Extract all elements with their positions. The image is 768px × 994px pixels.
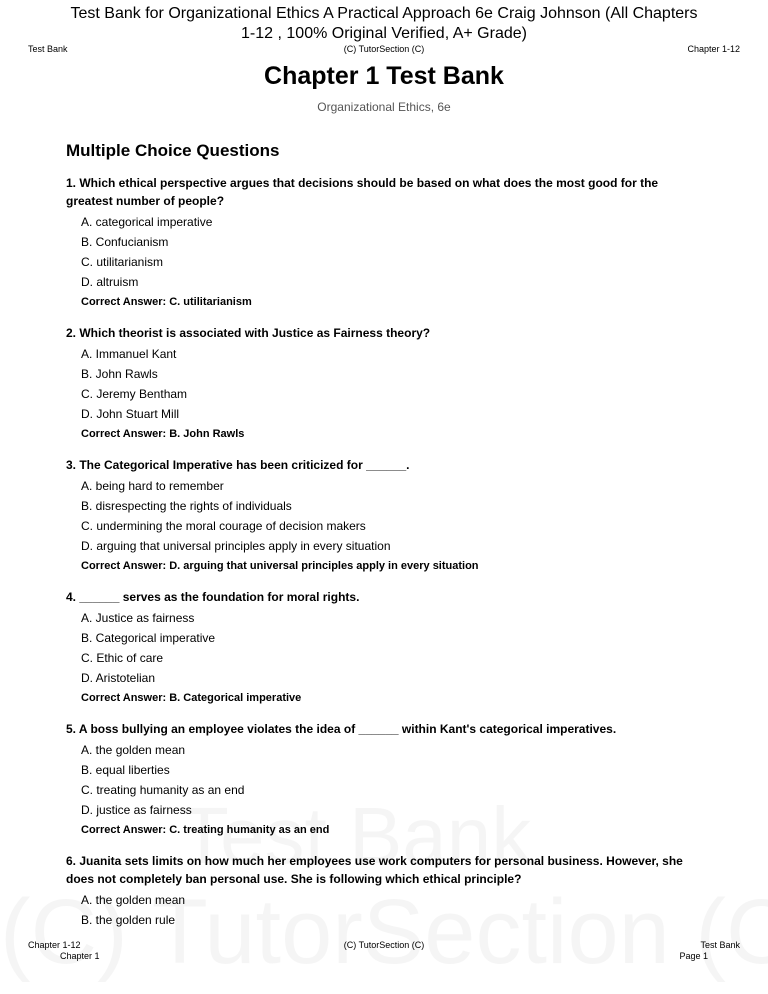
correct-answer: Correct Answer: B. John Rawls — [81, 428, 245, 440]
option-d: D. John Stuart Mill — [81, 407, 180, 421]
option-d: D. arguing that universal principles apply in every situation — [81, 539, 391, 553]
running-header-left: Test Bank — [28, 44, 68, 54]
question-text: 2. Which theorist is associated with Justice as Fairness theory? — [66, 326, 431, 340]
banner-line-1: Test Bank for Organizational Ethics A Practical Approach 6e Craig Johnson (All Chapters — [70, 5, 698, 22]
option-c: C. undermining the moral courage of decision makers — [81, 519, 366, 533]
footer-right: Test Bank — [700, 940, 740, 950]
option-b: B. Confucianism — [81, 235, 169, 249]
question-2 — [66, 324, 706, 444]
page-number: Page 1 — [679, 951, 708, 961]
option-d: D. Aristotelian — [81, 671, 156, 685]
correct-answer: Correct Answer: C. utilitarianism — [81, 296, 252, 308]
question-1 — [66, 174, 706, 312]
option-c: C. utilitarianism — [81, 255, 164, 269]
question-text: 5. A boss bullying an employee violates the idea of ______ within Kant's categorical imperatives. — [66, 722, 617, 736]
option-d: D. altruism — [81, 275, 139, 289]
running-header-center: (C) TutorSection (C) — [343, 44, 425, 54]
document-banner — [0, 4, 768, 44]
correct-answer: Correct Answer: B. Categorical imperative — [81, 692, 302, 704]
question-text: 6. Juanita sets limits on how much her employees use work computers for personal business. However, she does not completely ban personal use. She is following which ethical principle? — [66, 854, 683, 886]
option-b: B. John Rawls — [81, 367, 158, 381]
option-a: A. the golden mean — [81, 893, 186, 907]
option-b: B. equal liberties — [81, 763, 170, 777]
footer-left-sub: Chapter 1 — [60, 951, 100, 961]
option-a: A. categorical imperative — [81, 215, 213, 229]
question-text: 4. ______ serves as the foundation for moral rights. — [66, 590, 360, 604]
banner-line-2: 1-12 , 100% Original Verified, A+ Grade) — [241, 25, 527, 42]
question-5 — [66, 720, 706, 840]
option-a: A. the golden mean — [81, 743, 186, 757]
option-c: C. Ethic of care — [81, 651, 164, 665]
page-subtitle: Organizational Ethics, 6e — [317, 100, 451, 114]
option-a: A. Immanuel Kant — [81, 347, 177, 361]
question-3 — [66, 456, 706, 576]
correct-answer: Correct Answer: C. treating humanity as an end — [81, 824, 330, 836]
footer-center: (C) TutorSection (C) — [343, 940, 425, 950]
option-a: A. being hard to remember — [81, 479, 224, 493]
question-list — [66, 174, 706, 942]
option-c: C. Jeremy Bentham — [81, 387, 188, 401]
option-b: B. disrespecting the rights of individuals — [81, 499, 292, 513]
page-title: Chapter 1 Test Bank — [264, 62, 504, 90]
question-text: 3. The Categorical Imperative has been criticized for ______. — [66, 458, 410, 472]
footer-left: Chapter 1-12 — [28, 940, 81, 950]
option-b: B. the golden rule — [81, 913, 176, 927]
question-text: 1. Which ethical perspective argues that decisions should be based on what does the most good for the greatest number of people? — [66, 176, 659, 208]
option-d: D. justice as fairness — [81, 803, 192, 817]
section-heading: Multiple Choice Questions — [66, 141, 280, 160]
question-6 — [66, 852, 706, 930]
option-b: B. Categorical imperative — [81, 631, 216, 645]
question-4 — [66, 588, 706, 708]
running-header-right: Chapter 1-12 — [687, 44, 740, 54]
option-c: C. treating humanity as an end — [81, 783, 245, 797]
option-a: A. Justice as fairness — [81, 611, 195, 625]
correct-answer: Correct Answer: D. arguing that universal principles apply in every situation — [81, 560, 479, 572]
